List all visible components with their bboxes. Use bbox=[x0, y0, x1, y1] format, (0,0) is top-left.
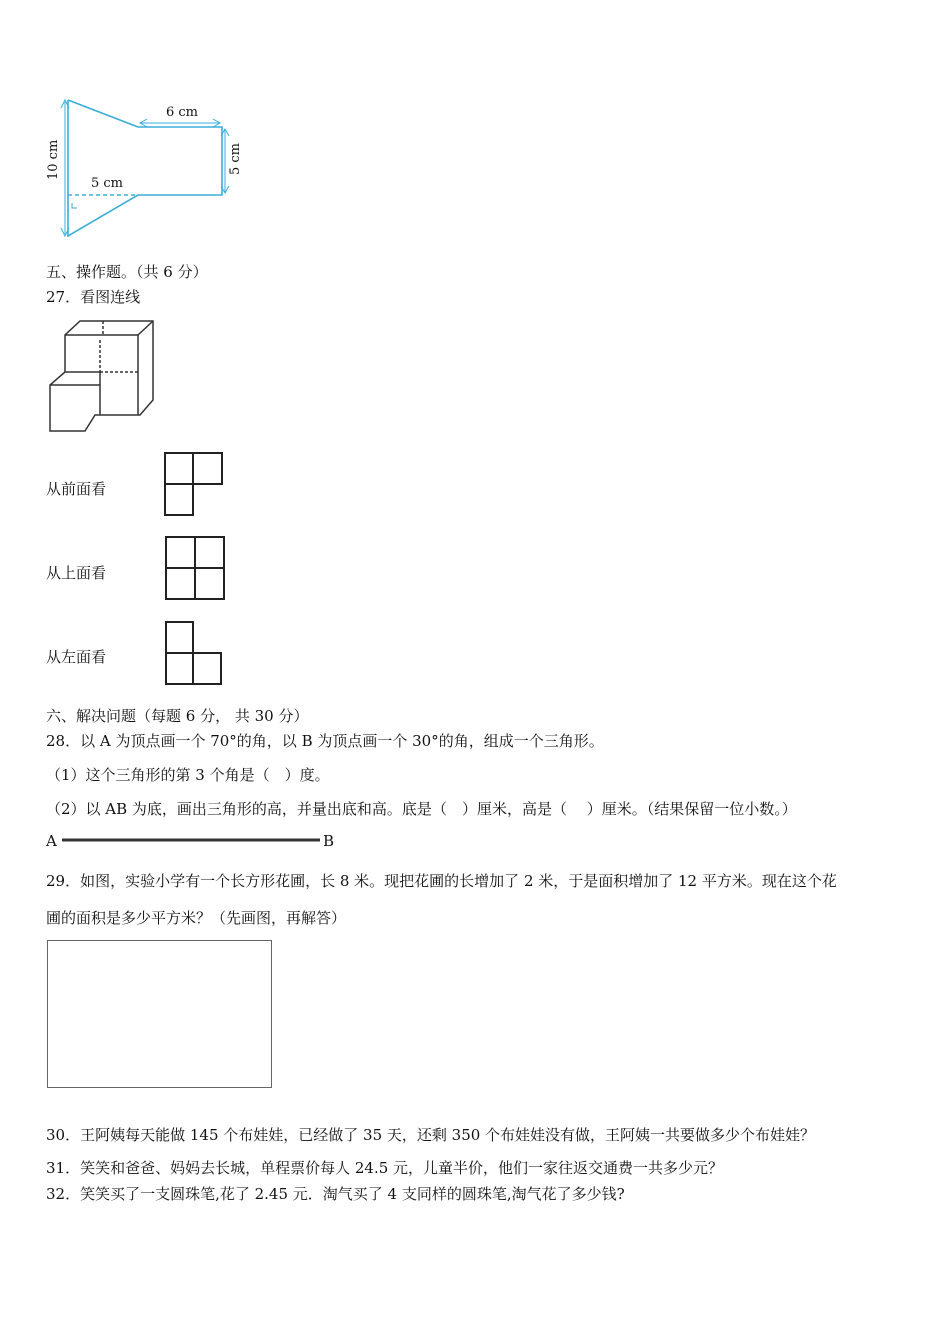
q32-text: 32．笑笑买了一支圆珠笔,花了 2.45 元．淘气买了 4 支同样的圆珠笔,淘气花了多少钱? bbox=[46, 1185, 625, 1203]
q29-line1: 29．如图，实验小学有一个长方形花圃，长 8 米。现把花圃的长增加了 2 米，于是面积增加了 12 平方米。现在这个花 bbox=[46, 872, 837, 890]
q30-text: 30．王阿姨每天能做 145 个布娃娃，已经做了 35 天，还剩 350 个布娃娃没有做，王阿姨一共要做多少个布娃娃？ bbox=[46, 1126, 816, 1144]
cube-stack-figure bbox=[50, 321, 153, 431]
view-left-label: 从左面看 bbox=[46, 648, 107, 666]
front-view bbox=[165, 453, 222, 515]
top-view bbox=[166, 537, 224, 599]
point-a: A bbox=[46, 832, 57, 850]
point-b: B bbox=[323, 832, 335, 850]
section5-heading: 五、操作题。（共 6 分） bbox=[46, 263, 208, 281]
composite-shape-figure bbox=[61, 100, 229, 236]
q28-part2: （2）以 AB 为底，画出三角形的高，并量出底和高。底是（ ）厘米，高是（ ）厘米。（结果保留一位小数。） bbox=[46, 800, 797, 818]
section6-heading: 六、解决问题（每题 6 分， 共 30 分） bbox=[46, 707, 309, 725]
q29-line2: 圃的面积是多少平方米？（先画图，再解答） bbox=[46, 909, 347, 927]
q27-title: 27．看图连线 bbox=[46, 288, 141, 306]
drawing-box bbox=[48, 941, 272, 1088]
label-6cm: 6 cm bbox=[166, 105, 199, 120]
q31-text: 31．笑笑和爸爸、妈妈去长城，单程票价每人 24.5 元，儿童半价，他们一家往返交通费一共多少元？ bbox=[46, 1159, 724, 1177]
label-10cm: 10 cm bbox=[46, 139, 61, 180]
view-front-label: 从前面看 bbox=[46, 480, 107, 498]
label-5cm-right: 5 cm bbox=[228, 142, 243, 175]
q28-part1: （1）这个三角形的第 3 个角是（ ）度。 bbox=[46, 766, 330, 784]
view-top-label: 从上面看 bbox=[46, 564, 107, 582]
left-view bbox=[166, 622, 221, 684]
label-5cm-mid: 5 cm bbox=[91, 176, 124, 191]
q28-text: 28．以 A 为顶点画一个 70°的角，以 B 为顶点画一个 30°的角，组成一个三角形。 bbox=[46, 732, 604, 750]
